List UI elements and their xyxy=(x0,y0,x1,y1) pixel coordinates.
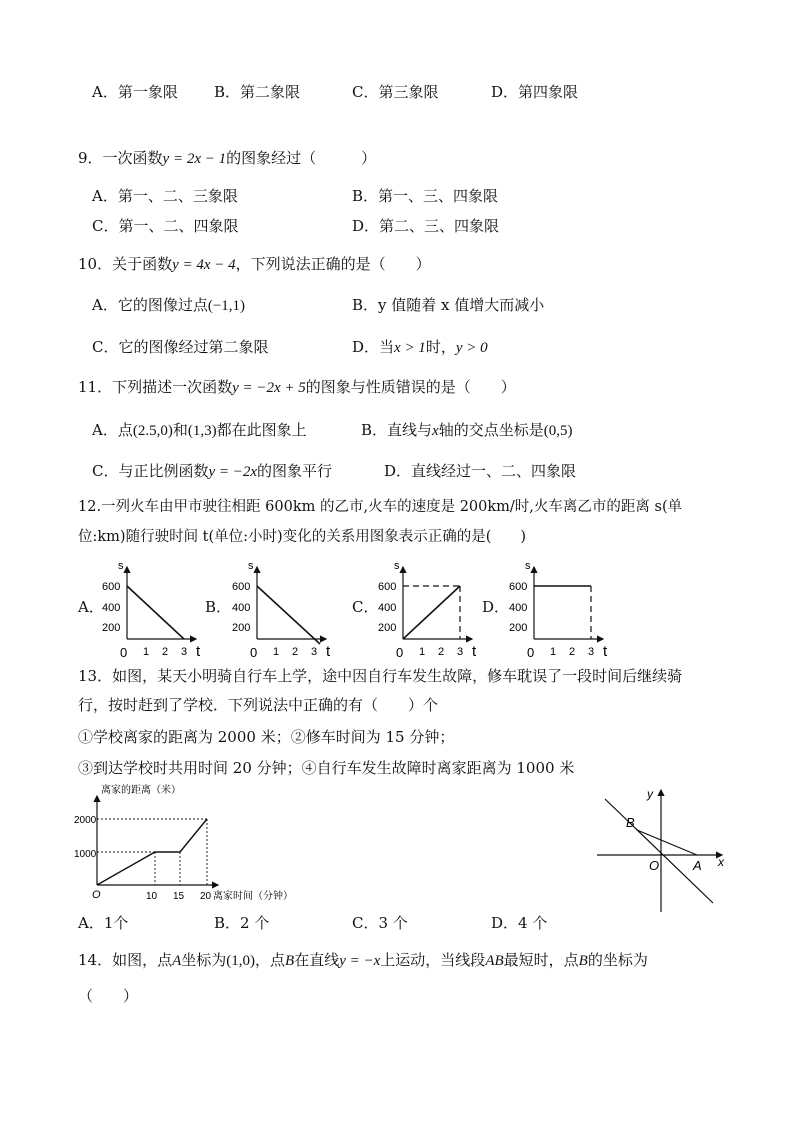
q13-xtick-15: 15 xyxy=(173,891,185,902)
q11-option-b: B．直线与x轴的交点坐标是(0,5) xyxy=(361,421,573,439)
q12b-xtick-2: 2 xyxy=(292,646,299,658)
q12-label-d: D． xyxy=(482,598,510,616)
q12b-xtick-1: 1 xyxy=(273,646,280,658)
q11-expr: y = −2x + 5 xyxy=(232,380,306,396)
q12-label-a: A． xyxy=(78,598,104,616)
q12c-xtick-3: 3 xyxy=(457,646,464,658)
q13-option-a: A．1个 xyxy=(78,914,129,932)
q13-origin: O xyxy=(92,889,101,901)
q10-stem: 10．关于函数y = 4x − 4，下列说法正确的是（ ） xyxy=(78,255,431,273)
q12-stem-line2: 位:km)随行驶时间 t(单位:小时)变化的关系用图象表示正确的是( ) xyxy=(78,529,527,545)
q12b-xtick-3: 3 xyxy=(311,646,318,658)
q9-option-a: A．第一、二、三象限 xyxy=(92,187,238,205)
q12b-axis-t: t xyxy=(326,643,331,660)
q9-stem: 9．一次函数y = 2x − 1的图象经过（ ） xyxy=(78,149,377,167)
q9-expr: y = 2x − 1 xyxy=(162,151,227,167)
q12b-ytick-200: 200 xyxy=(232,622,251,634)
q12d-xtick-3: 3 xyxy=(588,646,595,658)
q12-stem-line1: 12.一列火车由甲市驶往相距 600km 的乙市,火车的速度是 200km/时,火车离乙市的距离 s(单 xyxy=(78,499,683,515)
q13-stem-line1: 13．如图，某天小明骑自行车上学，途中因自行车发生故障，修车耽误了一段时间后继续骑 xyxy=(78,667,683,685)
q13-stem-line2: 行，按时赶到了学校．下列说法中正确的有（ ）个 xyxy=(78,696,439,714)
q12a-axis-s: s xyxy=(118,560,124,572)
q13-ylabel: 离家的距离（米） xyxy=(101,785,181,796)
q12d-ytick-400: 400 xyxy=(509,602,528,614)
q12-graph-c xyxy=(378,560,477,660)
q12d-axis-t: t xyxy=(603,643,608,660)
q12b-ytick-400: 400 xyxy=(232,602,251,614)
q9-option-b: B．第一、三、四象限 xyxy=(352,187,499,205)
q9-option-d: D．第二、三、四象限 xyxy=(352,217,500,235)
q13-option-b: B．2 个 xyxy=(214,914,270,932)
q12c-xtick-2: 2 xyxy=(438,646,445,658)
q12-graph-d xyxy=(509,560,608,660)
q10-option-c: C．它的图像经过第二象限 xyxy=(92,338,269,356)
q14-figure xyxy=(597,787,725,912)
q12a-line xyxy=(127,586,184,639)
q14-label-b: B xyxy=(626,815,635,830)
q12a-ytick-200: 200 xyxy=(102,622,121,634)
q12a-xtick-1: 1 xyxy=(143,646,150,658)
q13-xtick-10: 10 xyxy=(146,891,158,902)
q10-option-d: D．当x > 1时，y > 0 xyxy=(352,338,488,356)
q13-option-c: C．3 个 xyxy=(352,914,408,932)
q12c-axis-t: t xyxy=(472,643,477,660)
q12b-axis-s: s xyxy=(248,560,254,572)
q8-option-d: D．第四象限 xyxy=(491,83,579,101)
q12a-ytick-400: 400 xyxy=(102,602,121,614)
q12b-xtick-0: 0 xyxy=(250,645,258,660)
q14-label-o: O xyxy=(649,858,660,873)
q12-label-b: B． xyxy=(205,598,232,616)
q12-graph-a xyxy=(102,560,201,660)
q12-graph-b xyxy=(232,560,331,660)
q13-graph xyxy=(74,783,293,902)
q10-option-b: B．y 值随着 x 值增大而减小 xyxy=(352,296,545,314)
q12a-xtick-2: 2 xyxy=(162,646,169,658)
q12c-line xyxy=(403,586,460,639)
q9-option-c: C．第一、二、四象限 xyxy=(92,217,239,235)
q13-xlabel: 离家时间（分钟） xyxy=(213,891,293,902)
q12a-xtick-3: 3 xyxy=(181,646,188,658)
q12d-axis-s: s xyxy=(525,560,531,572)
q12d-xtick-0: 0 xyxy=(527,645,535,660)
q12d-xtick-1: 1 xyxy=(550,646,557,658)
q12d-xtick-2: 2 xyxy=(569,646,576,658)
q13-xtick-20: 20 xyxy=(200,891,212,902)
q11-stem: 11．下列描述一次函数y = −2x + 5的图象与性质错误的是（ ） xyxy=(78,378,516,396)
q13-option-d: D．4 个 xyxy=(491,914,548,932)
q13-ytick-1000: 1000 xyxy=(74,849,97,860)
q12a-ytick-600: 600 xyxy=(102,581,121,593)
q12d-ytick-600: 600 xyxy=(509,581,528,593)
q14-label-a: A xyxy=(693,858,702,873)
q13-stem-line4: ③到达学校时共用时间 20 分钟；④自行车发生故障时离家距离为 1000 米 xyxy=(78,759,575,777)
q8-option-b: B．第二象限 xyxy=(214,83,301,101)
q12c-xtick-0: 0 xyxy=(396,645,404,660)
q12-label-c: C． xyxy=(352,598,379,616)
q12c-ytick-400: 400 xyxy=(378,602,397,614)
q11-option-d: D．直线经过一、二、四象限 xyxy=(384,462,577,480)
q8-option-a: A．第一象限 xyxy=(92,83,178,101)
q14-stem: 14．如图，点A坐标为(1,0)，点B在直线y = −x上运动，当线段AB最短时，点B的坐标为 xyxy=(78,951,648,969)
q10-expr: y = 4x − 4 xyxy=(172,257,236,273)
q13-stem-line3: ①学校离家的距离为 2000 米；②修车时间为 15 分钟； xyxy=(78,728,455,746)
q14-segment-ab xyxy=(637,830,697,855)
q13-ytick-2000: 2000 xyxy=(74,815,97,826)
q12d-ytick-200: 200 xyxy=(509,622,528,634)
q12c-ytick-200: 200 xyxy=(378,622,397,634)
q12c-axis-s: s xyxy=(394,560,400,572)
q12a-xtick-0: 0 xyxy=(120,645,128,660)
q14-line-y-neg-x xyxy=(605,799,713,903)
q12a-axis-t: t xyxy=(196,643,201,660)
q14-answer-blank: （ ） xyxy=(78,987,139,1005)
q10-option-a: A．它的图像过点(−1,1) xyxy=(92,296,246,314)
q11-option-a: A．点(2.5,0)和(1,3)都在此图象上 xyxy=(92,421,307,439)
q12b-ytick-600: 600 xyxy=(232,581,251,593)
q12c-xtick-1: 1 xyxy=(419,646,426,658)
q8-option-c: C．第三象限 xyxy=(352,83,439,101)
q14-label-x: x xyxy=(718,855,724,869)
q12b-line xyxy=(257,586,320,644)
q14-label-y: y xyxy=(647,787,653,801)
q12c-ytick-600: 600 xyxy=(378,581,397,593)
q11-option-c: C．与正比例函数y = −2x的图象平行 xyxy=(92,462,333,480)
